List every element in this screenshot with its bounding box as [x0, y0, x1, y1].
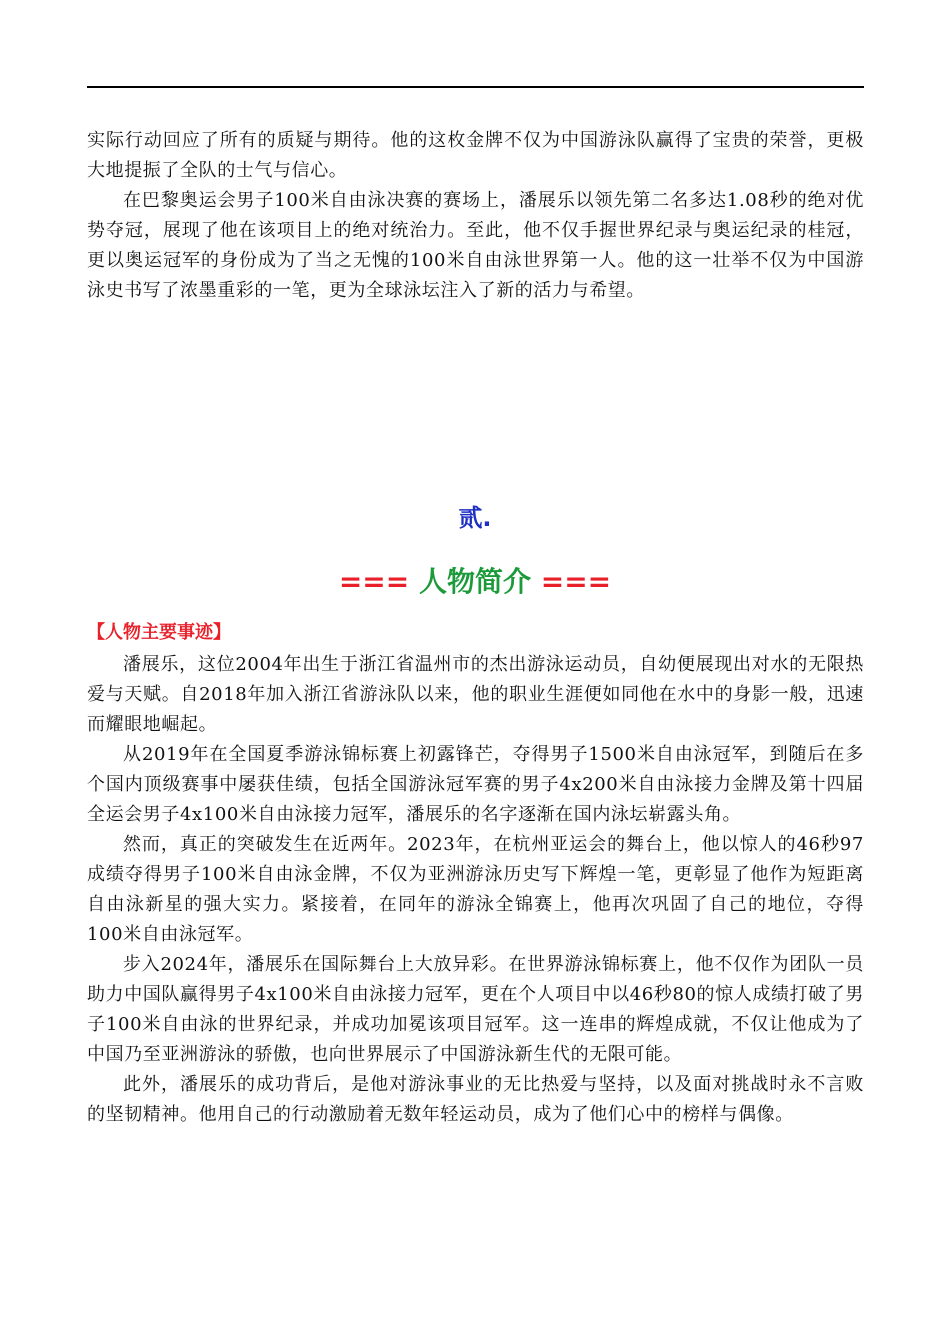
- top-text-block: [87, 126, 864, 306]
- paragraph-2024: 步入2024年，潘展乐在国际舞台上大放异彩。在世界游泳锦标赛上，他不仅作为团队一员助力中国队赢得男子4x100米自由泳接力冠军，更在个人项目中以46秒80的惊人成绩打破了男子100米自由泳的世界纪录，并成功加冕该项目冠军。这一连串的辉煌成就，不仅让他成为了中国乃至亚洲游泳的骄傲，也向世界展示了中国游泳新生代的无限可能。: [87, 954, 864, 1065]
- section-title: [0, 560, 950, 600]
- title-decoration-left: ===: [338, 565, 410, 598]
- paragraph-breakthrough: 然而，真正的突破发生在近两年。2023年，在杭州亚运会的舞台上，他以惊人的46秒97成绩夺得男子100米自由泳金牌，不仅为亚洲游泳历史写下辉煌一笔，更彰显了他作为短距离自由泳新星的强大实力。紧接着，在同年的游泳全锦赛上，他再次巩固了自己的地位，夺得100米自由泳冠军。: [87, 834, 864, 945]
- body-text-block: [87, 650, 864, 1130]
- paragraph-continued: 实际行动回应了所有的质疑与期待。他的这枚金牌不仅为中国游泳队赢得了宝贵的荣誉，更极大地提振了全队的士气与信心。: [87, 130, 864, 181]
- paragraph-intro: 潘展乐，这位2004年出生于浙江省温州市的杰出游泳运动员，自幼便展现出对水的无限热爱与天赋。自2018年加入浙江省游泳队以来，他的职业生涯便如同他在水中的身影一般，迅速而耀眼地崛起。: [87, 654, 864, 735]
- paragraph-early-career: 从2019年在全国夏季游泳锦标赛上初露锋芒，夺得男子1500米自由泳冠军，到随后在多个国内顶级赛事中屡获佳绩，包括全国游泳冠军赛的男子4x200米自由泳接力金牌及第十四届全运会男子4x100米自由泳接力冠军，潘展乐的名字逐渐在国内泳坛崭露头角。: [87, 744, 864, 825]
- paragraph-spirit: 此外，潘展乐的成功背后，是他对游泳事业的无比热爱与坚持，以及面对挑战时永不言败的坚韧精神。他用自己的行动激励着无数年轻运动员，成为了他们心中的榜样与偶像。: [87, 1074, 864, 1125]
- title-decoration-right: ===: [540, 565, 612, 598]
- section-title-text: 人物简介: [418, 565, 531, 598]
- paragraph-paris-final: 在巴黎奥运会男子100米自由泳决赛的赛场上，潘展乐以领先第二名多达1.08秒的绝对优势夺冠，展现了他在该项目上的绝对统治力。至此，他不仅手握世界纪录与奥运纪录的桂冠，更以奥运冠军的身份成为了当之无愧的100米自由泳世界第一人。他的这一壮举不仅为中国游泳史书写了浓墨重彩的一笔，更为全球泳坛注入了新的活力与希望。: [87, 190, 864, 301]
- section-number: 贰.: [458, 504, 492, 532]
- subheading: 【人物主要事迹】: [87, 622, 231, 643]
- header-rule: [87, 86, 864, 88]
